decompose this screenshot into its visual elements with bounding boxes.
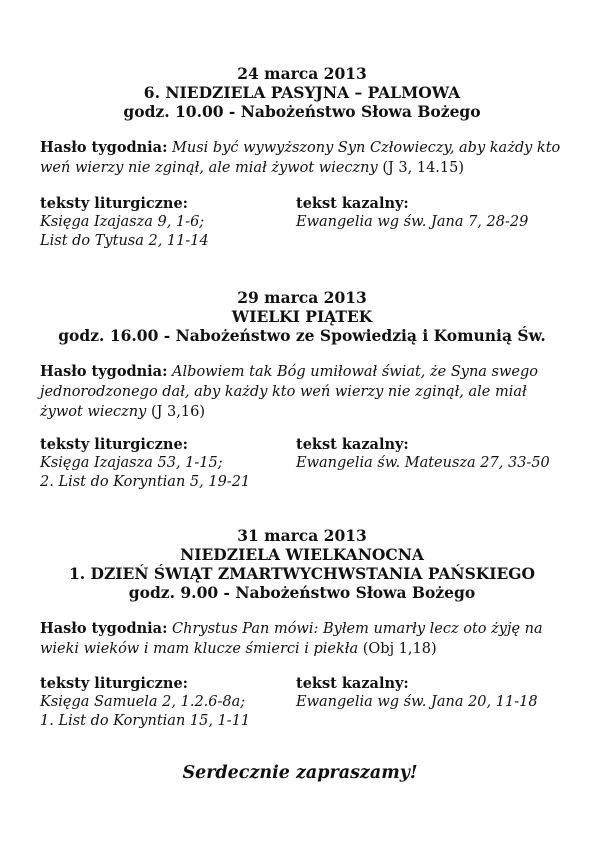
sermon-item: Ewangelia wg św. Jana 20, 11-18 xyxy=(296,694,538,710)
liturgical-item: List do Tytusa 2, 11-14 xyxy=(40,233,209,249)
motto xyxy=(40,619,564,659)
liturgical-label: teksty liturgiczne: xyxy=(40,436,189,453)
liturgical-item: Księga Izajasza 9, 1-6; xyxy=(40,214,205,230)
motto xyxy=(40,138,564,178)
liturgical-texts xyxy=(40,674,296,731)
event-title: WIELKI PIĄTEK xyxy=(231,307,373,326)
liturgical-texts xyxy=(40,435,296,492)
liturgical-label: teksty liturgiczne: xyxy=(40,675,189,692)
sermon-label: tekst kazalny: xyxy=(296,675,409,692)
event-header xyxy=(40,526,564,602)
motto-text: Albowiem tak Bóg umiłował świat, że Syna swego jednorodzonego dał, aby każdy kto weń wierzy nie zginął, ale miał żywot wieczny xyxy=(40,364,538,420)
readings xyxy=(40,674,564,731)
liturgical-item: Księga Izajasza 53, 1-15; xyxy=(40,455,223,471)
sermon-label: tekst kazalny: xyxy=(296,195,409,212)
event-subtitle: 1. DZIEŃ ŚWIĄT ZMARTWYCHWSTANIA PAŃSKIEGO xyxy=(68,564,536,583)
liturgical-label: teksty liturgiczne: xyxy=(40,195,189,212)
sermon-label: tekst kazalny: xyxy=(296,436,409,453)
sermon-item: Ewangelia wg św. Jana 7, 28-29 xyxy=(296,214,529,230)
liturgical-item: Księga Samuela 2, 1.2.6-8a; xyxy=(40,694,246,710)
readings xyxy=(40,194,564,251)
sermon-texts xyxy=(296,194,556,251)
sermon-texts xyxy=(296,435,556,492)
closing-invitation: Serdecznie zapraszamy! xyxy=(182,763,418,783)
motto-text: Musi być wywyższony Syn Człowieczy, aby każdy kto weń wierzy nie zginął, ale miał żywot wieczny xyxy=(40,140,561,176)
liturgical-item: 1. List do Koryntian 15, 1-11 xyxy=(40,713,251,729)
event-header xyxy=(40,288,564,345)
event-service: godz. 9.00 - Nabożeństwo Słowa Bożego xyxy=(128,583,476,602)
sermon-texts xyxy=(296,674,556,731)
motto-ref: (J 3, 14.15) xyxy=(382,160,465,176)
event-service: godz. 16.00 - Nabożeństwo ze Spowiedzią i Komunią Św. xyxy=(58,326,546,345)
motto-ref: (Obj 1,18) xyxy=(362,641,437,657)
motto-text: Chrystus Pan mówi: Byłem umarły lecz oto żyję na wieki wieków i mam klucze śmierci i piekła xyxy=(40,621,543,657)
motto-label: Hasło tygodnia: xyxy=(40,139,168,156)
event-date: 29 marca 2013 xyxy=(237,288,367,307)
liturgical-item: 2. List do Koryntian 5, 19-21 xyxy=(40,474,251,490)
event-service: godz. 10.00 - Nabożeństwo Słowa Bożego xyxy=(123,102,481,121)
event-date: 24 marca 2013 xyxy=(237,64,367,83)
event-header xyxy=(40,64,564,121)
motto-label: Hasło tygodnia: xyxy=(40,620,168,637)
motto-label: Hasło tygodnia: xyxy=(40,363,168,380)
event-title: NIEDZIELA WIELKANOCNA xyxy=(180,545,424,564)
event-title: 6. NIEDZIELA PASYJNA – PALMOWA xyxy=(143,83,461,102)
sermon-item: Ewangelia św. Mateusza 27, 33-50 xyxy=(296,455,550,471)
motto xyxy=(40,362,564,422)
event-1 xyxy=(40,64,564,251)
event-3 xyxy=(40,526,564,731)
readings xyxy=(40,435,564,492)
event-2 xyxy=(40,288,564,492)
event-date: 31 marca 2013 xyxy=(237,526,367,545)
motto-ref: (J 3,16) xyxy=(150,404,205,420)
liturgical-texts xyxy=(40,194,296,251)
